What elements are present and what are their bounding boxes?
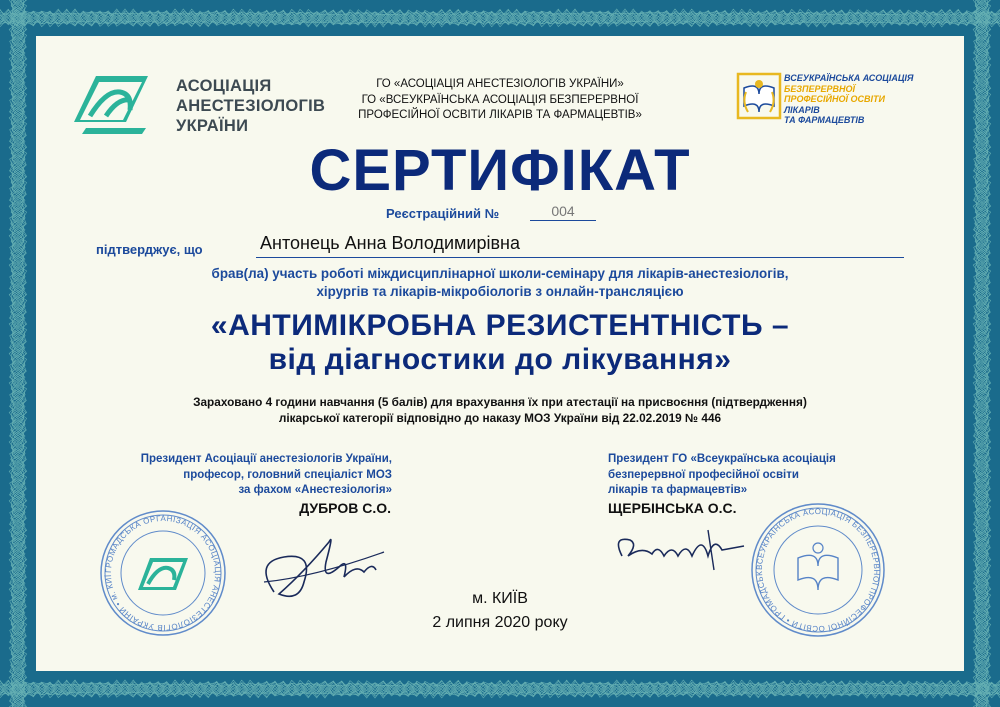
recipient-underline (256, 257, 904, 258)
participation-text (90, 265, 910, 301)
association-name (176, 76, 325, 136)
left-signer-position-line: Президент Асоціації анестезіологів України, (140, 453, 392, 465)
credit-line: лікарської категорії відповідно до наказу МОЗ України від 22.02.2019 № 446 (278, 411, 722, 425)
right-seal (748, 500, 888, 640)
organizers-header (310, 77, 690, 124)
participation-line: брав(ла) участь роботі міждисциплінарної школи-семінару для лікарів-анестезіологів, (211, 266, 789, 281)
organizer-line: ГО «ВСЕУКРАЇНСЬКА АСОЦІАЦІЯ БЕЗПЕРЕРВНОЇ (361, 93, 639, 106)
participation-line: хірургів та лікарів-мікробіологів з онлайн-трансляцією (316, 284, 684, 299)
education-association-logo (736, 72, 782, 120)
education-association-line: БЕЗПЕРЕРВНОЇ (784, 83, 856, 94)
right-seal-text: ВСЕУКРАЇНСЬКА АСОЦІАЦІЯ БЕЗПЕРЕРВНОЇ ПРОФЕСІЙНОЇ ОСВІТИ • ГРОМАДСЬК (754, 506, 882, 634)
organizer-line: ПРОФЕСІЙНОЇ ОСВІТИ ЛІКАРІВ ТА ФАРМАЦЕВТІВ» (358, 109, 642, 121)
confirms-label: підтверджує, що (96, 242, 203, 257)
left-seal (98, 508, 228, 638)
right-signer-name: ЩЕРБІНСЬКА О.С. (608, 500, 737, 516)
credit-line: Зараховано 4 години навчання (5 балів) для врахування їх при атестації на присвоєння (підтвердження) (193, 395, 807, 409)
organizer-line: ГО «АСОЦІАЦІЯ АНЕСТЕЗІОЛОГІВ УКРАЇНИ» (376, 78, 624, 90)
city: м. КИЇВ (472, 590, 528, 607)
recipient-name: Антонець Анна Володимирівна (260, 233, 520, 253)
association-name-line: АСОЦІАЦІЯ (176, 77, 272, 95)
course-title (60, 309, 940, 377)
education-association-line: ТА ФАРМАЦЕВТІВ (784, 115, 865, 126)
course-title-line: від діагностики до лікування» (268, 343, 732, 376)
education-association-name (784, 73, 944, 126)
right-signature (612, 526, 752, 576)
education-association-line: ВСЕУКРАЇНСЬКА АСОЦІАЦІЯ (784, 73, 914, 83)
left-seal-text: ГРОМАДСЬКА ОРГАНІЗАЦІЯ АСОЦІАЦІЯ АНЕСТЕЗІОЛОГІВ УКРАЇНИ • м. КИЇ (103, 513, 223, 633)
registration-number: 004 (551, 203, 575, 219)
association-name-line: УКРАЇНИ (176, 117, 249, 135)
credit-statement (60, 394, 940, 426)
association-logo (66, 70, 156, 134)
left-signer-position (92, 452, 392, 499)
left-signer-name: ДУБРОВ С.О. (299, 500, 391, 516)
association-name-line: АНЕСТЕЗІОЛОГІВ (176, 97, 326, 115)
right-signer-position (608, 452, 908, 499)
right-signer-position-line: лікарів та фармацевтів» (608, 484, 748, 496)
right-signer-position-line: безперервної професійної освіти (608, 468, 799, 481)
certificate-title: СЕРТИФІКАТ (309, 138, 691, 203)
registration-label: Реєстраційний № (386, 206, 500, 221)
registration-underline (530, 220, 596, 221)
left-signer-position-line: за фахом «Анестезіологія» (238, 484, 392, 496)
right-signer-position-line: Президент ГО «Всеукраїнська асоціація (608, 453, 836, 465)
course-title-line: «АНТИМІКРОБНА РЕЗИСТЕНТНІСТЬ – (210, 309, 790, 342)
left-signer-position-line: професор, головний спеціаліст МОЗ (183, 468, 392, 481)
issue-date: 2 липня 2020 року (432, 614, 568, 631)
education-association-line: ПРОФЕСІЙНОЇ ОСВІТИ (784, 94, 885, 105)
left-signature (244, 522, 394, 612)
education-association-line: ЛІКАРІВ (784, 104, 820, 115)
